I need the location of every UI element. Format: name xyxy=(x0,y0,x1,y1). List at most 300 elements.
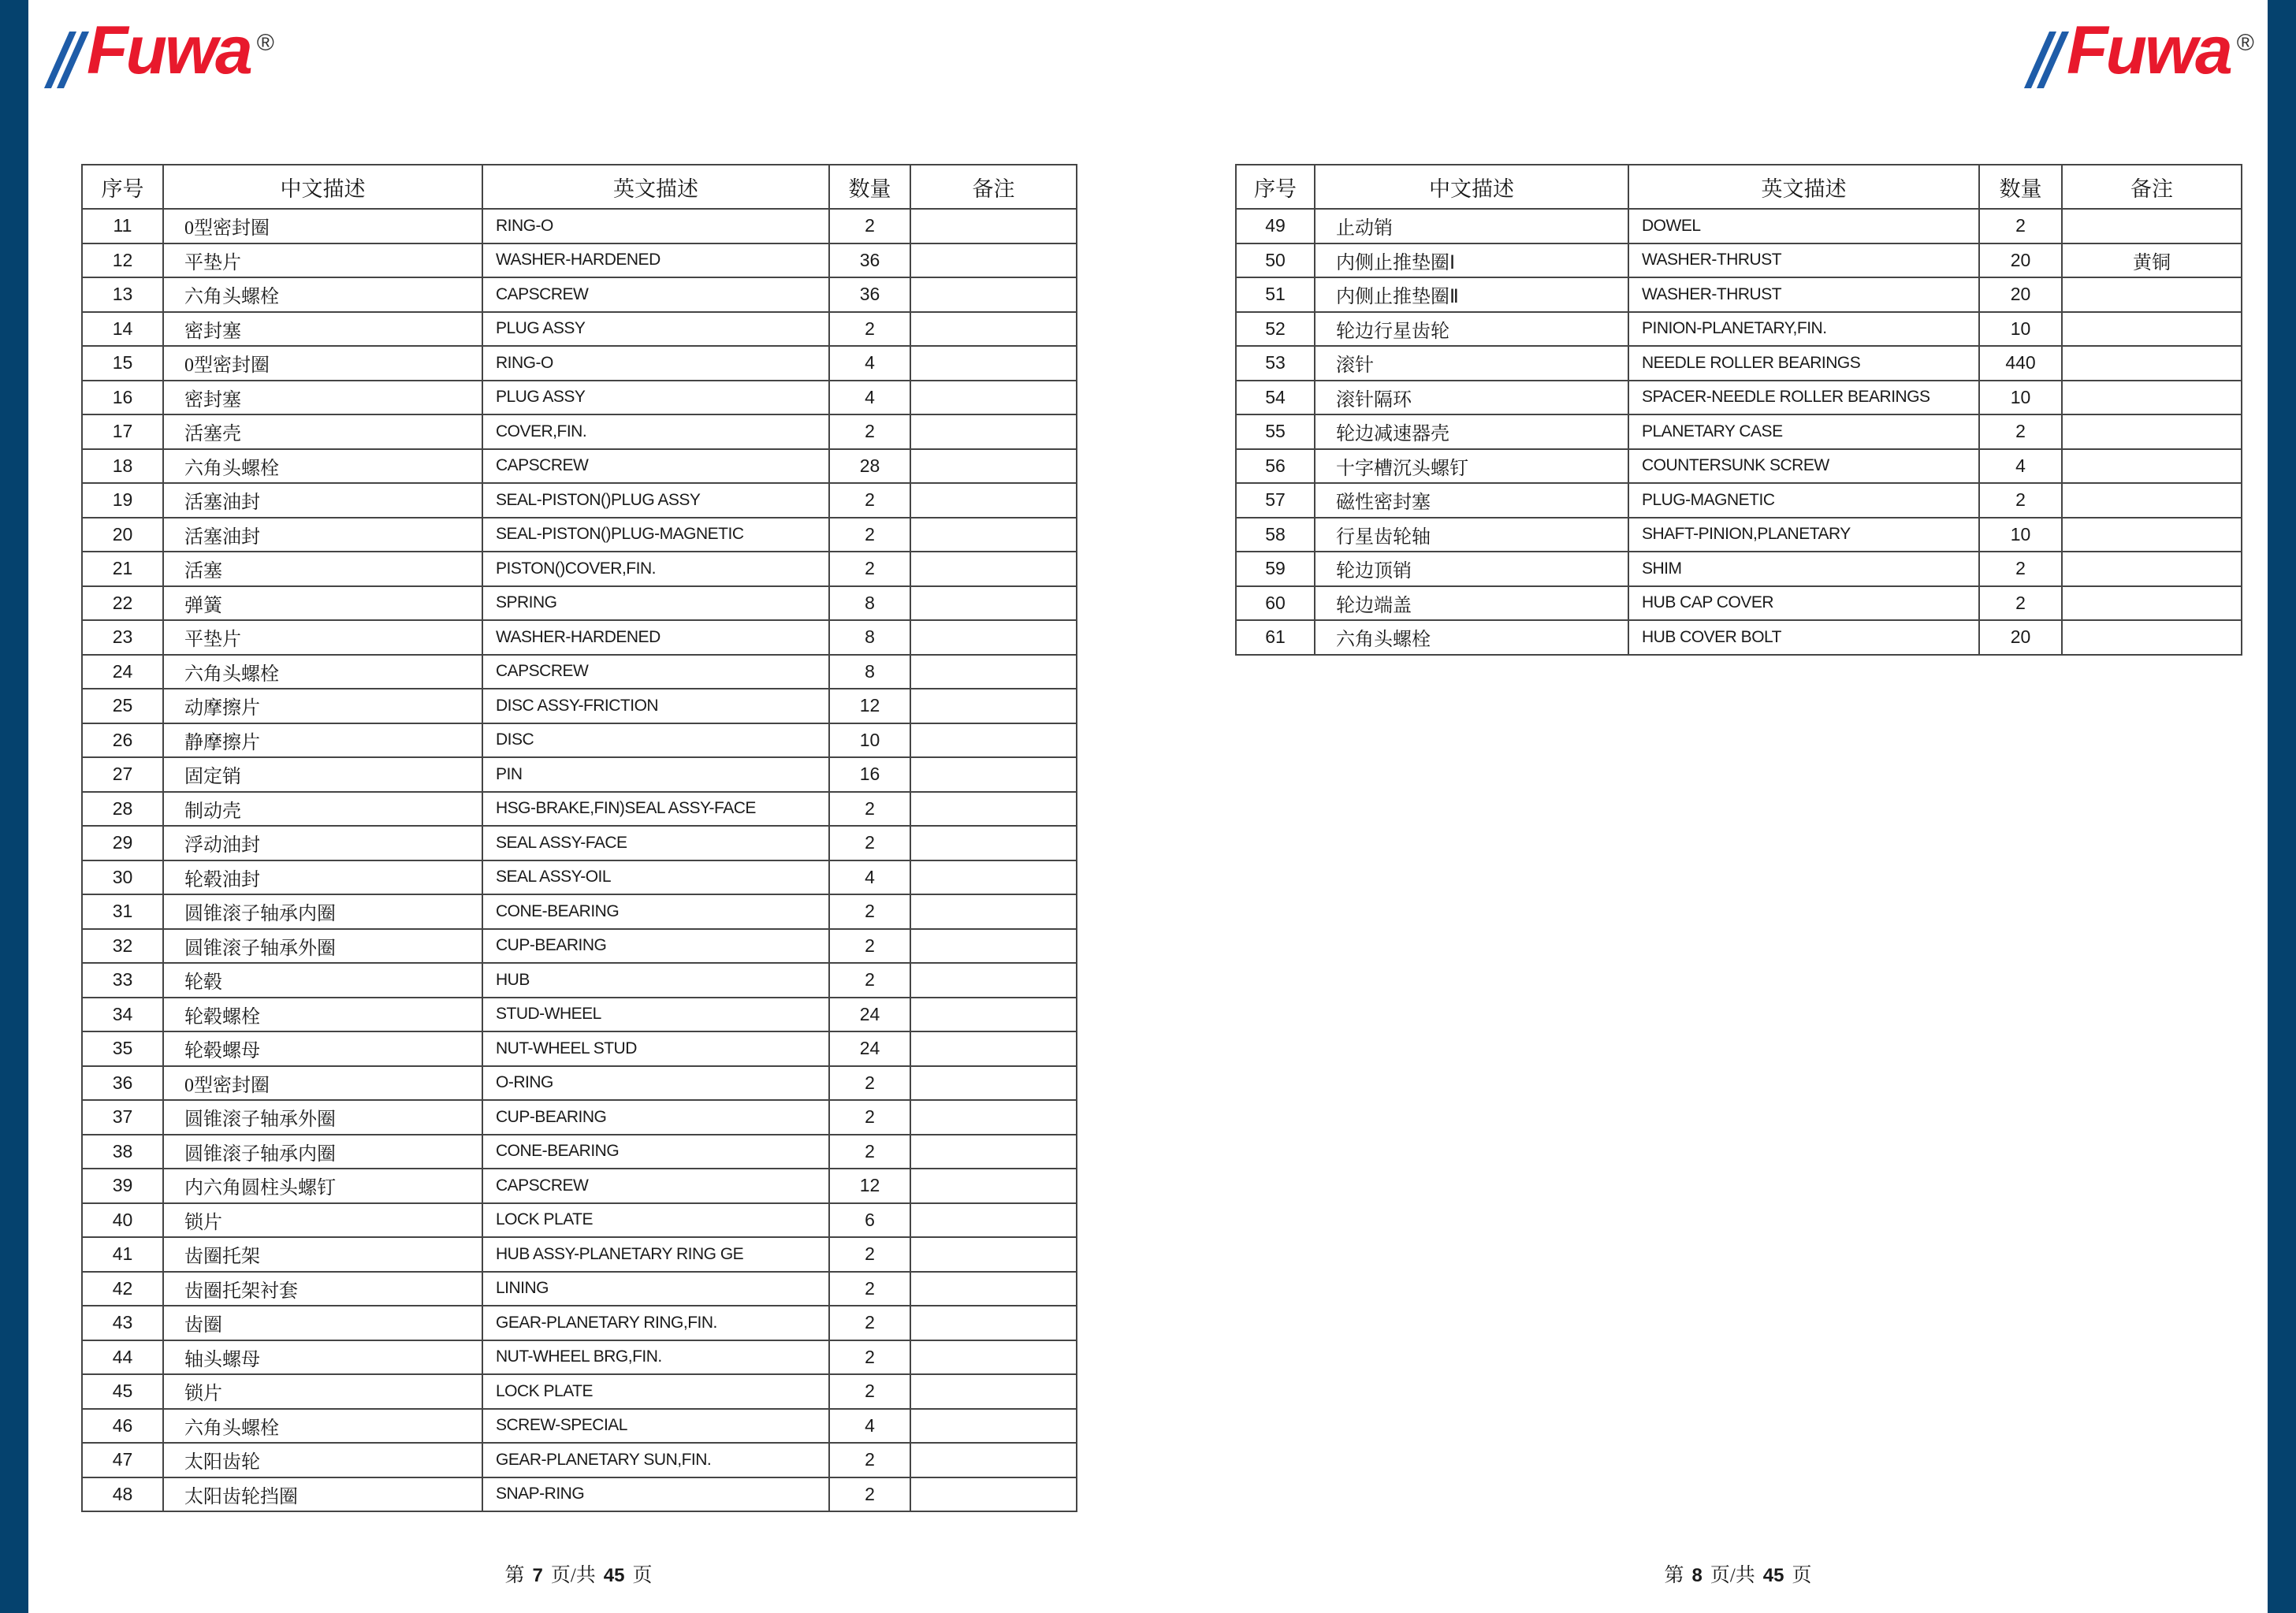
brand-name: Fuwa xyxy=(87,13,251,88)
cell-cn: 轮毂螺栓 xyxy=(163,998,482,1032)
cell-no: 24 xyxy=(82,655,163,689)
cell-remark xyxy=(2062,449,2242,484)
cell-qty: 16 xyxy=(829,757,910,792)
header-chinese-description: 中文描述 xyxy=(163,165,482,209)
cell-cn: 十字槽沉头螺钉 xyxy=(1315,449,1628,484)
cell-no: 45 xyxy=(82,1374,163,1409)
cell-en: CAPSCREW xyxy=(482,277,829,312)
cell-qty: 2 xyxy=(829,1443,910,1477)
cell-cn: 固定销 xyxy=(163,757,482,792)
cell-qty: 6 xyxy=(829,1203,910,1238)
cell-cn: 太阳齿轮挡圈 xyxy=(163,1477,482,1512)
cell-qty: 24 xyxy=(829,1031,910,1066)
cell-no: 58 xyxy=(1236,518,1315,552)
cell-no: 51 xyxy=(1236,277,1315,312)
header-quantity: 数量 xyxy=(1979,165,2062,209)
cell-cn: 动摩擦片 xyxy=(163,689,482,723)
header-remark: 备注 xyxy=(2062,165,2242,209)
table-row xyxy=(1236,414,2242,449)
cell-cn: 活塞 xyxy=(163,552,482,586)
cell-cn: 轮毂 xyxy=(163,963,482,998)
cell-no: 43 xyxy=(82,1306,163,1340)
header-serial-number: 序号 xyxy=(1236,165,1315,209)
cell-en: O-RING xyxy=(482,1066,829,1101)
cell-en: LOCK PLATE xyxy=(482,1374,829,1409)
cell-remark xyxy=(910,1066,1077,1101)
cell-qty: 20 xyxy=(1979,277,2062,312)
header-english-description: 英文描述 xyxy=(482,165,829,209)
table-row xyxy=(1236,620,2242,655)
cell-no: 44 xyxy=(82,1340,163,1375)
cell-en: PISTON()COVER,FIN. xyxy=(482,552,829,586)
cell-remark xyxy=(910,483,1077,518)
table-row xyxy=(82,1374,1077,1409)
cell-no: 32 xyxy=(82,929,163,964)
table-row xyxy=(82,1031,1077,1066)
cell-no: 29 xyxy=(82,826,163,860)
cell-remark xyxy=(910,860,1077,895)
cell-remark xyxy=(910,655,1077,689)
cell-en: SNAP-RING xyxy=(482,1477,829,1512)
cell-remark xyxy=(910,552,1077,586)
table-row xyxy=(82,1237,1077,1272)
cell-en: SCREW-SPECIAL xyxy=(482,1409,829,1444)
cell-qty: 8 xyxy=(829,586,910,621)
table-row xyxy=(82,483,1077,518)
cell-cn: 浮动油封 xyxy=(163,826,482,860)
cell-remark xyxy=(910,1477,1077,1512)
cell-no: 30 xyxy=(82,860,163,895)
logo-slashes-icon xyxy=(57,32,82,88)
fuwa-logo-right xyxy=(2037,13,2254,99)
cell-en: SHIM xyxy=(1628,552,1979,586)
cell-cn: 制动壳 xyxy=(163,792,482,827)
table-row xyxy=(82,552,1077,586)
cell-no: 12 xyxy=(82,243,163,278)
cell-qty: 2 xyxy=(1979,586,2062,621)
cell-remark xyxy=(910,381,1077,415)
cell-remark xyxy=(2062,620,2242,655)
cell-no: 20 xyxy=(82,518,163,552)
cell-cn: 行星齿轮轴 xyxy=(1315,518,1628,552)
cell-cn: 锁片 xyxy=(163,1374,482,1409)
cell-remark xyxy=(910,1135,1077,1169)
cell-qty: 24 xyxy=(829,998,910,1032)
cell-en: LOCK PLATE xyxy=(482,1203,829,1238)
table-row xyxy=(82,998,1077,1032)
brand-name: Fuwa xyxy=(2067,13,2231,88)
cell-en: SEAL ASSY-FACE xyxy=(482,826,829,860)
cell-en: PINION-PLANETARY,FIN. xyxy=(1628,312,1979,347)
cell-no: 28 xyxy=(82,792,163,827)
header-english-description: 英文描述 xyxy=(1628,165,1979,209)
header-chinese-description: 中文描述 xyxy=(1315,165,1628,209)
cell-remark xyxy=(910,894,1077,929)
cell-remark xyxy=(2062,381,2242,415)
cell-cn: 圆锥滚子轴承内圈 xyxy=(163,1135,482,1169)
parts-table-left xyxy=(81,164,1077,1512)
table-row xyxy=(82,1066,1077,1101)
cell-no: 42 xyxy=(82,1272,163,1306)
cell-qty: 2 xyxy=(1979,483,2062,518)
cell-qty: 2 xyxy=(829,552,910,586)
cell-en: PLUG-MAGNETIC xyxy=(1628,483,1979,518)
cell-no: 60 xyxy=(1236,586,1315,621)
cell-cn: 0型密封圈 xyxy=(163,209,482,243)
cell-remark xyxy=(910,209,1077,243)
cell-en: RING-O xyxy=(482,209,829,243)
footer-text: 第 xyxy=(1664,1565,1684,1586)
table-row xyxy=(82,826,1077,860)
footer-text: 页 xyxy=(1792,1565,1812,1586)
cell-en: CUP-BEARING xyxy=(482,1100,829,1135)
cell-remark xyxy=(910,1203,1077,1238)
table-row xyxy=(1236,312,2242,347)
table-row xyxy=(82,586,1077,621)
cell-no: 53 xyxy=(1236,346,1315,381)
cell-qty: 12 xyxy=(829,1169,910,1203)
cell-no: 27 xyxy=(82,757,163,792)
cell-qty: 2 xyxy=(829,929,910,964)
table-row xyxy=(82,894,1077,929)
cell-qty: 2 xyxy=(829,963,910,998)
cell-no: 16 xyxy=(82,381,163,415)
cell-cn: 0型密封圈 xyxy=(163,1066,482,1101)
table-row xyxy=(82,1477,1077,1512)
cell-qty: 12 xyxy=(829,689,910,723)
cell-cn: 圆锥滚子轴承内圈 xyxy=(163,894,482,929)
cell-en: LINING xyxy=(482,1272,829,1306)
cell-en: SEAL-PISTON()PLUG-MAGNETIC xyxy=(482,518,829,552)
page-border-left xyxy=(0,0,28,1613)
table-row xyxy=(1236,243,2242,278)
cell-no: 18 xyxy=(82,449,163,484)
cell-no: 15 xyxy=(82,346,163,381)
footer-text: 页 xyxy=(632,1565,653,1586)
cell-en: NEEDLE ROLLER BEARINGS xyxy=(1628,346,1979,381)
cell-en: HUB COVER BOLT xyxy=(1628,620,1979,655)
cell-en: HSG-BRAKE,FIN)SEAL ASSY-FACE xyxy=(482,792,829,827)
cell-remark xyxy=(910,1306,1077,1340)
table-row xyxy=(82,312,1077,347)
cell-cn: 六角头螺栓 xyxy=(163,277,482,312)
cell-remark xyxy=(2062,346,2242,381)
cell-cn: 静摩擦片 xyxy=(163,723,482,758)
cell-cn: 内六角圆柱头螺钉 xyxy=(163,1169,482,1203)
page-border-right xyxy=(2268,0,2296,1613)
table-row xyxy=(82,929,1077,964)
cell-en: NUT-WHEEL BRG,FIN. xyxy=(482,1340,829,1375)
cell-remark xyxy=(910,243,1077,278)
table-row xyxy=(82,757,1077,792)
table-row xyxy=(82,1409,1077,1444)
cell-remark xyxy=(910,312,1077,347)
cell-cn: 六角头螺栓 xyxy=(163,1409,482,1444)
cell-remark xyxy=(910,586,1077,621)
cell-remark xyxy=(2062,209,2242,243)
cell-en: SPACER-NEEDLE ROLLER BEARINGS xyxy=(1628,381,1979,415)
cell-en: PIN xyxy=(482,757,829,792)
table-row xyxy=(82,1340,1077,1375)
cell-en: RING-O xyxy=(482,346,829,381)
cell-en: CAPSCREW xyxy=(482,655,829,689)
cell-cn: 密封塞 xyxy=(163,312,482,347)
registered-trademark-icon: ® xyxy=(2236,30,2254,56)
cell-qty: 2 xyxy=(1979,209,2062,243)
cell-cn: 平垫片 xyxy=(163,243,482,278)
cell-remark xyxy=(910,1237,1077,1272)
cell-cn: 轮边行星齿轮 xyxy=(1315,312,1628,347)
cell-en: CONE-BEARING xyxy=(482,1135,829,1169)
cell-no: 38 xyxy=(82,1135,163,1169)
cell-remark xyxy=(910,414,1077,449)
cell-no: 59 xyxy=(1236,552,1315,586)
cell-remark xyxy=(910,757,1077,792)
cell-en: GEAR-PLANETARY RING,FIN. xyxy=(482,1306,829,1340)
cell-no: 52 xyxy=(1236,312,1315,347)
cell-cn: 0型密封圈 xyxy=(163,346,482,381)
page-number-footer-right xyxy=(1235,1560,2241,1592)
cell-no: 34 xyxy=(82,998,163,1032)
cell-qty: 2 xyxy=(829,1066,910,1101)
cell-qty: 20 xyxy=(1979,620,2062,655)
cell-remark xyxy=(2062,277,2242,312)
cell-cn: 轮毂油封 xyxy=(163,860,482,895)
footer-page-number: 8 xyxy=(1691,1565,1702,1586)
cell-qty: 4 xyxy=(829,1409,910,1444)
cell-remark xyxy=(910,1340,1077,1375)
cell-qty: 2 xyxy=(829,1477,910,1512)
cell-en: GEAR-PLANETARY SUN,FIN. xyxy=(482,1443,829,1477)
table-row xyxy=(82,1203,1077,1238)
footer-page-number: 7 xyxy=(532,1565,543,1586)
cell-cn: 内侧止推垫圈Ⅰ xyxy=(1315,243,1628,278)
cell-no: 31 xyxy=(82,894,163,929)
cell-qty: 4 xyxy=(829,346,910,381)
cell-cn: 轮边顶销 xyxy=(1315,552,1628,586)
footer-text: 页/共 xyxy=(1710,1565,1755,1586)
cell-remark xyxy=(910,620,1077,655)
cell-en: PLUG ASSY xyxy=(482,312,829,347)
cell-no: 61 xyxy=(1236,620,1315,655)
cell-qty: 2 xyxy=(829,209,910,243)
cell-qty: 2 xyxy=(1979,552,2062,586)
header-quantity: 数量 xyxy=(829,165,910,209)
cell-no: 17 xyxy=(82,414,163,449)
table-row xyxy=(82,1306,1077,1340)
cell-qty: 2 xyxy=(829,1272,910,1306)
cell-no: 14 xyxy=(82,312,163,347)
cell-remark xyxy=(910,1169,1077,1203)
table-row xyxy=(82,655,1077,689)
cell-qty: 2 xyxy=(829,1374,910,1409)
cell-qty: 10 xyxy=(1979,518,2062,552)
cell-no: 22 xyxy=(82,586,163,621)
cell-no: 23 xyxy=(82,620,163,655)
cell-remark xyxy=(910,1443,1077,1477)
cell-remark xyxy=(910,277,1077,312)
cell-qty: 10 xyxy=(829,723,910,758)
cell-qty: 4 xyxy=(1979,449,2062,484)
footer-total-pages: 45 xyxy=(603,1565,625,1586)
cell-cn: 平垫片 xyxy=(163,620,482,655)
cell-en: DISC ASSY-FRICTION xyxy=(482,689,829,723)
cell-qty: 28 xyxy=(829,449,910,484)
table-row xyxy=(1236,449,2242,484)
cell-no: 19 xyxy=(82,483,163,518)
cell-no: 39 xyxy=(82,1169,163,1203)
cell-remark xyxy=(910,929,1077,964)
cell-qty: 10 xyxy=(1979,312,2062,347)
table-row xyxy=(82,449,1077,484)
cell-qty: 8 xyxy=(829,620,910,655)
table-header-row xyxy=(1236,165,2242,209)
table-row xyxy=(82,1135,1077,1169)
cell-en: HUB CAP COVER xyxy=(1628,586,1979,621)
cell-en: SEAL-PISTON()PLUG ASSY xyxy=(482,483,829,518)
cell-en: DOWEL xyxy=(1628,209,1979,243)
logo-slashes-icon xyxy=(2037,32,2062,88)
cell-no: 36 xyxy=(82,1066,163,1101)
header-remark: 备注 xyxy=(910,165,1077,209)
cell-no: 35 xyxy=(82,1031,163,1066)
cell-cn: 六角头螺栓 xyxy=(163,655,482,689)
cell-cn: 止动销 xyxy=(1315,209,1628,243)
cell-qty: 2 xyxy=(829,792,910,827)
cell-qty: 440 xyxy=(1979,346,2062,381)
cell-en: SEAL ASSY-OIL xyxy=(482,860,829,895)
cell-cn: 齿圈托架 xyxy=(163,1237,482,1272)
cell-cn: 轮边端盖 xyxy=(1315,586,1628,621)
cell-en: HUB ASSY-PLANETARY RING GE xyxy=(482,1237,829,1272)
table-row xyxy=(82,723,1077,758)
cell-en: WASHER-THRUST xyxy=(1628,243,1979,278)
cell-no: 41 xyxy=(82,1237,163,1272)
cell-no: 26 xyxy=(82,723,163,758)
cell-en: HUB xyxy=(482,963,829,998)
table-row xyxy=(82,209,1077,243)
table-row xyxy=(82,1169,1077,1203)
footer-text: 页/共 xyxy=(550,1565,596,1586)
cell-qty: 2 xyxy=(1979,414,2062,449)
cell-no: 33 xyxy=(82,963,163,998)
cell-en: COVER,FIN. xyxy=(482,414,829,449)
cell-qty: 10 xyxy=(1979,381,2062,415)
table-row xyxy=(1236,346,2242,381)
cell-en: CONE-BEARING xyxy=(482,894,829,929)
cell-qty: 2 xyxy=(829,826,910,860)
cell-remark xyxy=(910,1272,1077,1306)
table-row xyxy=(1236,518,2242,552)
cell-no: 13 xyxy=(82,277,163,312)
cell-cn: 太阳齿轮 xyxy=(163,1443,482,1477)
cell-qty: 4 xyxy=(829,860,910,895)
cell-qty: 8 xyxy=(829,655,910,689)
table-row xyxy=(82,243,1077,278)
fuwa-logo-left xyxy=(57,13,274,99)
cell-qty: 2 xyxy=(829,483,910,518)
cell-cn: 滚针隔环 xyxy=(1315,381,1628,415)
cell-no: 40 xyxy=(82,1203,163,1238)
cell-no: 55 xyxy=(1236,414,1315,449)
cell-no: 48 xyxy=(82,1477,163,1512)
cell-en: SHAFT-PINION,PLANETARY xyxy=(1628,518,1979,552)
table-row xyxy=(82,860,1077,895)
table-row xyxy=(82,414,1077,449)
cell-qty: 2 xyxy=(829,312,910,347)
cell-remark xyxy=(910,963,1077,998)
cell-cn: 圆锥滚子轴承外圈 xyxy=(163,1100,482,1135)
cell-remark xyxy=(910,346,1077,381)
table-row xyxy=(1236,381,2242,415)
cell-qty: 2 xyxy=(829,894,910,929)
cell-remark xyxy=(2062,586,2242,621)
cell-en: WASHER-THRUST xyxy=(1628,277,1979,312)
cell-en: STUD-WHEEL xyxy=(482,998,829,1032)
cell-cn: 六角头螺栓 xyxy=(1315,620,1628,655)
registered-trademark-icon: ® xyxy=(256,30,274,56)
table-row xyxy=(82,381,1077,415)
cell-en: NUT-WHEEL STUD xyxy=(482,1031,829,1066)
cell-remark xyxy=(2062,312,2242,347)
cell-no: 54 xyxy=(1236,381,1315,415)
cell-remark xyxy=(2062,552,2242,586)
cell-qty: 2 xyxy=(829,1340,910,1375)
cell-en: SPRING xyxy=(482,586,829,621)
footer-text: 第 xyxy=(504,1565,525,1586)
cell-qty: 2 xyxy=(829,1237,910,1272)
cell-no: 25 xyxy=(82,689,163,723)
cell-remark xyxy=(910,1409,1077,1444)
cell-en: WASHER-HARDENED xyxy=(482,620,829,655)
cell-no: 50 xyxy=(1236,243,1315,278)
footer-total-pages: 45 xyxy=(1762,1565,1784,1586)
parts-table-right xyxy=(1235,164,2242,656)
cell-cn: 轮毂螺母 xyxy=(163,1031,482,1066)
cell-no: 49 xyxy=(1236,209,1315,243)
cell-cn: 轴头螺母 xyxy=(163,1340,482,1375)
cell-en: PLANETARY CASE xyxy=(1628,414,1979,449)
table-row xyxy=(1236,209,2242,243)
cell-cn: 内侧止推垫圈Ⅱ xyxy=(1315,277,1628,312)
page-number-footer-left xyxy=(81,1560,1076,1592)
cell-qty: 2 xyxy=(829,414,910,449)
cell-cn: 齿圈托架衬套 xyxy=(163,1272,482,1306)
cell-cn: 磁性密封塞 xyxy=(1315,483,1628,518)
cell-remark xyxy=(910,689,1077,723)
cell-remark xyxy=(910,518,1077,552)
cell-remark xyxy=(2062,483,2242,518)
cell-cn: 锁片 xyxy=(163,1203,482,1238)
cell-remark xyxy=(910,1100,1077,1135)
cell-en: CUP-BEARING xyxy=(482,929,829,964)
cell-remark xyxy=(2062,414,2242,449)
table-row xyxy=(82,963,1077,998)
cell-cn: 圆锥滚子轴承外圈 xyxy=(163,929,482,964)
table-row xyxy=(1236,586,2242,621)
cell-no: 46 xyxy=(82,1409,163,1444)
cell-en: PLUG ASSY xyxy=(482,381,829,415)
cell-remark xyxy=(2062,518,2242,552)
cell-cn: 弹簧 xyxy=(163,586,482,621)
cell-remark: 黄铜 xyxy=(2062,243,2242,278)
cell-cn: 六角头螺栓 xyxy=(163,449,482,484)
cell-qty: 2 xyxy=(829,518,910,552)
cell-remark xyxy=(910,826,1077,860)
cell-en: DISC xyxy=(482,723,829,758)
cell-qty: 36 xyxy=(829,243,910,278)
table-row xyxy=(1236,552,2242,586)
